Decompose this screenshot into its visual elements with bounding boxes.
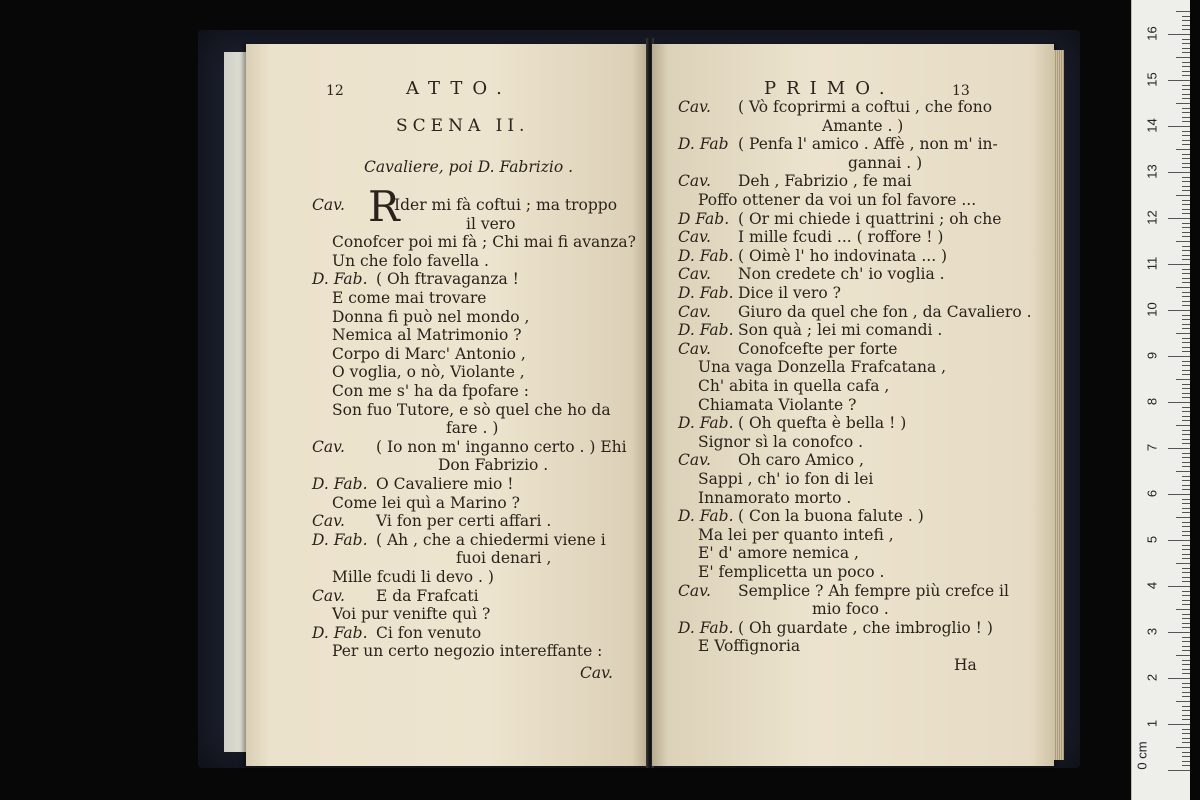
ruler-tick [1182, 200, 1190, 201]
ruler-tick [1176, 701, 1190, 702]
ruler-tick [1182, 144, 1190, 145]
ruler-tick [1182, 508, 1190, 509]
text-line: Con me s' ha da fpofare : [332, 382, 529, 400]
text-line: ( Or mi chiede i quattrini ; oh che [738, 209, 1002, 228]
ruler-tick [1182, 338, 1190, 339]
text-line: ( Io non m' inganno certo . ) Ehi [376, 437, 627, 456]
ruler-tick [1182, 526, 1190, 527]
speaker-label: Cav. [312, 586, 345, 605]
ruler-tick [1182, 439, 1190, 440]
ruler-tick [1168, 126, 1190, 127]
ruler-tick [1182, 618, 1190, 619]
ruler-tick [1182, 476, 1190, 477]
text-line: Corpo di Marc' Antonio , [332, 344, 526, 363]
ruler-tick [1182, 71, 1190, 72]
ruler-tick [1182, 669, 1190, 670]
text-line: ( Oh quefta è bella ! ) [738, 414, 907, 433]
text-line: Signor sì la conofco . [698, 432, 864, 451]
text-line: mio foco . [812, 600, 889, 619]
speaker-label: Cav. [678, 265, 711, 284]
text-line: ( Ah , che a chiedermi viene i [376, 530, 606, 549]
ruler-label: 13 [1144, 164, 1160, 179]
ruler-tick [1176, 241, 1190, 242]
ruler-tick [1176, 149, 1190, 150]
text-line: Donna fi può nel mondo , [332, 307, 530, 326]
ruler-tick [1182, 457, 1190, 458]
text-line: O Cavaliere mio ! [376, 475, 514, 493]
ruler-tick [1182, 706, 1190, 707]
ruler-tick [1176, 11, 1190, 12]
ruler-tick [1182, 292, 1190, 293]
ruler-tick [1182, 453, 1190, 454]
ruler-tick [1182, 535, 1190, 536]
ruler-tick [1182, 545, 1190, 546]
ruler-label: 6 [1144, 489, 1160, 498]
ruler-tick [1182, 315, 1190, 316]
ruler-tick [1182, 365, 1190, 366]
ruler-tick [1182, 637, 1190, 638]
ruler-tick [1182, 305, 1190, 306]
speaker-label: Cav. [678, 451, 711, 470]
speaker-label: D. Fab. [312, 475, 368, 493]
ruler-tick [1168, 540, 1190, 541]
ruler-tick [1168, 724, 1190, 725]
ruler-tick [1182, 572, 1190, 573]
ruler-tick [1168, 586, 1190, 587]
text-line: Conofcer poi mi fà ; Chi mai fi avanza? [332, 233, 636, 252]
ruler-tick [1168, 356, 1190, 357]
text-line: E Voffignoria [698, 637, 801, 656]
ruler-tick [1182, 614, 1190, 615]
speaker-label: D. Fab. [312, 270, 368, 289]
ruler-tick [1182, 75, 1190, 76]
ruler-tick [1182, 85, 1190, 86]
speaker-label: D. Fab. [678, 414, 734, 433]
ruler-tick [1182, 756, 1190, 757]
ruler-tick [1182, 112, 1190, 113]
text-line: Deh , Fabrizio , fe mai [738, 172, 912, 191]
speaker-label: Cav. [312, 512, 345, 531]
running-head-right: PRIMO. [764, 78, 895, 99]
ruler-tick [1182, 278, 1190, 279]
ruler-tick [1182, 466, 1190, 467]
ruler-tick [1168, 264, 1190, 265]
text-line: E' femplicetta un poco . [698, 563, 885, 581]
text-line: Vi fon per certi affari . [376, 512, 552, 531]
ruler-tick [1182, 660, 1190, 661]
ruler-tick [1168, 310, 1190, 311]
ruler-tick [1182, 664, 1190, 665]
ruler-tick [1182, 282, 1190, 283]
ruler-tick [1182, 558, 1190, 559]
text-line: Son fuo Tutore, e sò quel che ho da [332, 400, 611, 419]
ruler-tick [1182, 16, 1190, 17]
ruler-tick [1182, 434, 1190, 435]
ruler-tick [1182, 411, 1190, 412]
ruler-tick [1182, 420, 1190, 421]
text-line: Ma lei per quanto intefi , [698, 525, 894, 544]
ruler-tick [1176, 103, 1190, 104]
text-line: il vero [466, 214, 516, 233]
ruler-tick [1182, 296, 1190, 297]
text-line: Ider mi fà coftui ; ma troppo [394, 196, 618, 214]
ruler-tick [1168, 678, 1190, 679]
text-line: E' d' amore nemica , [698, 544, 859, 563]
ruler-tick [1168, 632, 1190, 633]
ruler-tick [1182, 154, 1190, 155]
ruler-label: 9 [1144, 351, 1160, 360]
text-line: Ch' abita in quella cafa , [698, 377, 890, 395]
text-line: I mille fcudi ... ( roffore ! ) [738, 228, 944, 247]
ruler-tick [1182, 765, 1190, 766]
text-line: ( Penfa l' amico . Affè , non m' in- [738, 135, 998, 154]
ruler-tick [1182, 246, 1190, 247]
text-line: Nemica al Matrimonio ? [332, 326, 522, 345]
ruler-tick [1168, 34, 1190, 35]
speaker-label: Cav. [678, 228, 711, 247]
speaker-label: Cav. [312, 196, 345, 214]
ruler-tick [1182, 370, 1190, 371]
ruler-tick [1168, 448, 1190, 449]
ruler-tick [1176, 195, 1190, 196]
speaker-label: Cav. [678, 98, 711, 116]
ruler-label: 0 cm [1134, 741, 1150, 770]
ruler-tick [1182, 181, 1190, 182]
ruler-tick [1182, 733, 1190, 734]
ruler-tick [1182, 131, 1190, 132]
text-line: fuoi denari , [456, 549, 552, 568]
ruler-label: 12 [1144, 210, 1160, 225]
ruler-tick [1182, 512, 1190, 513]
ruler-tick [1182, 25, 1190, 26]
ruler-tick [1182, 673, 1190, 674]
text-line: gannai . ) [848, 153, 923, 172]
ruler-tick [1182, 204, 1190, 205]
drop-cap: R [368, 182, 400, 231]
text-line: Dice il vero ? [738, 284, 841, 302]
ruler-tick [1182, 66, 1190, 67]
text-line: Poffo ottener da voi un fol favore ... [698, 191, 977, 209]
text-line: fare . ) [446, 419, 499, 438]
text-line: Conofcefte per forte [738, 339, 898, 358]
ruler-tick [1182, 522, 1190, 523]
ruler-tick [1182, 738, 1190, 739]
ruler-tick [1176, 333, 1190, 334]
ruler-tick [1176, 747, 1190, 748]
ruler-tick [1182, 696, 1190, 697]
text-line: Un che folo favella . [332, 251, 489, 270]
ruler-tick [1176, 609, 1190, 610]
ruler-tick [1176, 517, 1190, 518]
text-line: Giuro da quel che fon , da Cavaliero . [738, 302, 1032, 321]
ruler-label: 16 [1144, 26, 1160, 41]
speaker-label: D. Fab. [678, 507, 734, 526]
character-list: Cavaliere, poi D. Fabrizio . [364, 158, 574, 176]
ruler-label: 4 [1144, 581, 1160, 590]
text-line: Semplice ? Ah fempre più crefce il [738, 581, 1009, 600]
ruler-tick [1182, 623, 1190, 624]
ruler-tick [1168, 80, 1190, 81]
ruler-tick [1182, 236, 1190, 237]
ruler-tick [1182, 388, 1190, 389]
ruler-tick [1182, 752, 1190, 753]
ruler-tick [1182, 761, 1190, 762]
ruler-tick [1182, 39, 1190, 40]
text-line: O voglia, o nò, Violante , [332, 363, 525, 382]
ruler-tick [1182, 259, 1190, 260]
catchword-right: Ha [954, 656, 977, 674]
ruler-tick [1182, 531, 1190, 532]
ruler-tick [1176, 287, 1190, 288]
ruler-tick [1182, 499, 1190, 500]
ruler-tick [1182, 209, 1190, 210]
ruler-label: 2 [1144, 673, 1160, 682]
text-line: E come mai trovare [332, 289, 487, 307]
ruler-tick [1182, 94, 1190, 95]
ruler-tick [1182, 227, 1190, 228]
text-line: ( Vò fcoprirmi a coftui , che fono [738, 98, 993, 116]
ruler-label: 1 [1144, 719, 1160, 728]
ruler-tick [1182, 577, 1190, 578]
left-page [246, 44, 648, 766]
ruler-tick [1182, 135, 1190, 136]
speaker-label: D. Fab. [678, 246, 734, 265]
ruler-tick [1182, 250, 1190, 251]
ruler-tick [1182, 232, 1190, 233]
ruler-tick [1182, 568, 1190, 569]
ruler-tick [1182, 177, 1190, 178]
ruler-tick [1182, 62, 1190, 63]
ruler-tick [1182, 489, 1190, 490]
ruler-tick [1182, 351, 1190, 352]
page-number-left: 12 [326, 83, 344, 99]
ruler-tick [1182, 384, 1190, 385]
text-line: Voi pur venifte quì ? [332, 605, 491, 624]
speaker-label: Cav. [312, 437, 345, 456]
ruler-tick [1182, 117, 1190, 118]
ruler-tick [1182, 52, 1190, 53]
ruler-tick [1182, 480, 1190, 481]
ruler-tick [1176, 655, 1190, 656]
speaker-label: D. Fab. [312, 623, 368, 642]
text-line: Per un certo negozio intereffante : [332, 642, 603, 661]
ruler-tick [1168, 218, 1190, 219]
scene-title: SCENA II. [396, 116, 530, 136]
ruler-tick [1182, 554, 1190, 555]
text-line: Amante . ) [822, 116, 904, 135]
ruler-tick [1182, 319, 1190, 320]
ruler-tick [1182, 273, 1190, 274]
ruler-tick [1182, 742, 1190, 743]
ruler-tick [1182, 600, 1190, 601]
ruler-tick [1182, 393, 1190, 394]
ruler-tick [1182, 269, 1190, 270]
speaker-label: D. Fab [678, 135, 729, 154]
ruler-tick [1182, 213, 1190, 214]
ruler-label: 14 [1144, 118, 1160, 133]
ruler-tick [1182, 20, 1190, 21]
ruler-tick [1182, 89, 1190, 90]
ruler-tick [1182, 549, 1190, 550]
text-line: Non credete ch' io voglia . [738, 265, 945, 284]
text-line: ( Oh guardate , che imbroglio ! ) [738, 618, 993, 637]
ruler-tick [1182, 683, 1190, 684]
ruler-tick [1182, 604, 1190, 605]
text-line: Oh caro Amico , [738, 451, 864, 470]
ruler-tick [1176, 471, 1190, 472]
ruler-tick [1182, 443, 1190, 444]
ruler-tick [1182, 397, 1190, 398]
text-line: Son quà ; lei mi comandi . [738, 321, 943, 340]
ruler-label: 8 [1144, 397, 1160, 406]
ruler-tick [1182, 503, 1190, 504]
ruler-tick [1182, 301, 1190, 302]
ruler-tick [1182, 29, 1190, 30]
ruler-tick [1182, 158, 1190, 159]
ruler-tick [1168, 494, 1190, 495]
right-page [652, 44, 1054, 766]
ruler-tick [1182, 687, 1190, 688]
text-line: Una vaga Donzella Frafcatana , [698, 358, 947, 377]
measuring-ruler [1131, 0, 1190, 800]
ruler-tick [1182, 729, 1190, 730]
speaker-label: Cav. [678, 339, 711, 358]
ruler-tick [1182, 361, 1190, 362]
text-line: Innamorato morto . [698, 488, 852, 507]
ruler-tick [1182, 595, 1190, 596]
ruler-tick [1182, 108, 1190, 109]
ruler-tick [1182, 641, 1190, 642]
ruler-tick [1176, 57, 1190, 58]
text-line: E da Frafcati [376, 586, 479, 605]
ruler-tick [1182, 374, 1190, 375]
speaker-label: D. Fab. [678, 618, 734, 637]
speaker-label: Cav. [678, 302, 711, 321]
ruler-tick [1182, 430, 1190, 431]
ruler-tick [1182, 223, 1190, 224]
ruler-tick [1182, 462, 1190, 463]
ruler-tick [1182, 163, 1190, 164]
ruler-tick [1168, 172, 1190, 173]
speaker-label: D. Fab. [678, 321, 734, 340]
ruler-tick [1182, 719, 1190, 720]
ruler-tick [1182, 190, 1190, 191]
catchword-left: Cav. [580, 664, 613, 682]
ruler-tick [1182, 140, 1190, 141]
ruler-tick [1182, 43, 1190, 44]
text-line: ( Oimè l' ho indovinata ... ) [738, 246, 948, 265]
ruler-tick [1182, 328, 1190, 329]
ruler-tick [1182, 646, 1190, 647]
ruler-tick [1168, 770, 1190, 771]
ruler-tick [1182, 627, 1190, 628]
ruler-tick [1182, 710, 1190, 711]
ruler-tick [1182, 416, 1190, 417]
text-line: ( Con la buona falute . ) [738, 507, 924, 526]
ruler-label: 5 [1144, 535, 1160, 544]
text-line: ( Oh ftravaganza ! [376, 270, 519, 289]
text-line: Chiamata Violante ? [698, 395, 857, 414]
text-line: Ci fon venuto [376, 623, 482, 642]
ruler-tick [1182, 581, 1190, 582]
speaker-label: D. Fab. [312, 530, 368, 549]
ruler-tick [1182, 591, 1190, 592]
ruler-tick [1182, 186, 1190, 187]
speaker-label: D. Fab. [678, 284, 734, 302]
text-line: Come lei quì a Marino ? [332, 493, 520, 512]
text-line: Mille fcudi li devo . ) [332, 568, 494, 586]
ruler-tick [1182, 98, 1190, 99]
speaker-label: Cav. [678, 172, 711, 191]
ruler-label: 7 [1144, 443, 1160, 452]
text-line: Sappi , ch' io fon di lei [698, 470, 874, 488]
ruler-tick [1168, 402, 1190, 403]
ruler-label: 10 [1144, 302, 1160, 317]
ruler-tick [1182, 407, 1190, 408]
ruler-label: 3 [1144, 627, 1160, 636]
ruler-tick [1182, 485, 1190, 486]
ruler-tick [1182, 347, 1190, 348]
ruler-tick [1182, 48, 1190, 49]
ruler-tick [1182, 342, 1190, 343]
ruler-label: 15 [1144, 72, 1160, 87]
ruler-tick [1182, 255, 1190, 256]
ruler-tick [1182, 167, 1190, 168]
ruler-tick [1176, 563, 1190, 564]
ruler-tick [1182, 650, 1190, 651]
page-number-right: 13 [952, 83, 970, 99]
ruler-tick [1176, 379, 1190, 380]
speaker-label: Cav. [678, 581, 711, 600]
ruler-tick [1182, 324, 1190, 325]
running-head-left: ATTO. [406, 78, 512, 99]
speaker-label: D Fab. [678, 209, 730, 228]
page-edges [1054, 50, 1064, 760]
ruler-tick [1182, 692, 1190, 693]
ruler-tick [1176, 425, 1190, 426]
text-line: Don Fabrizio . [438, 456, 549, 475]
ruler-label: 11 [1144, 256, 1160, 271]
ruler-tick [1182, 121, 1190, 122]
ruler-tick [1182, 715, 1190, 716]
